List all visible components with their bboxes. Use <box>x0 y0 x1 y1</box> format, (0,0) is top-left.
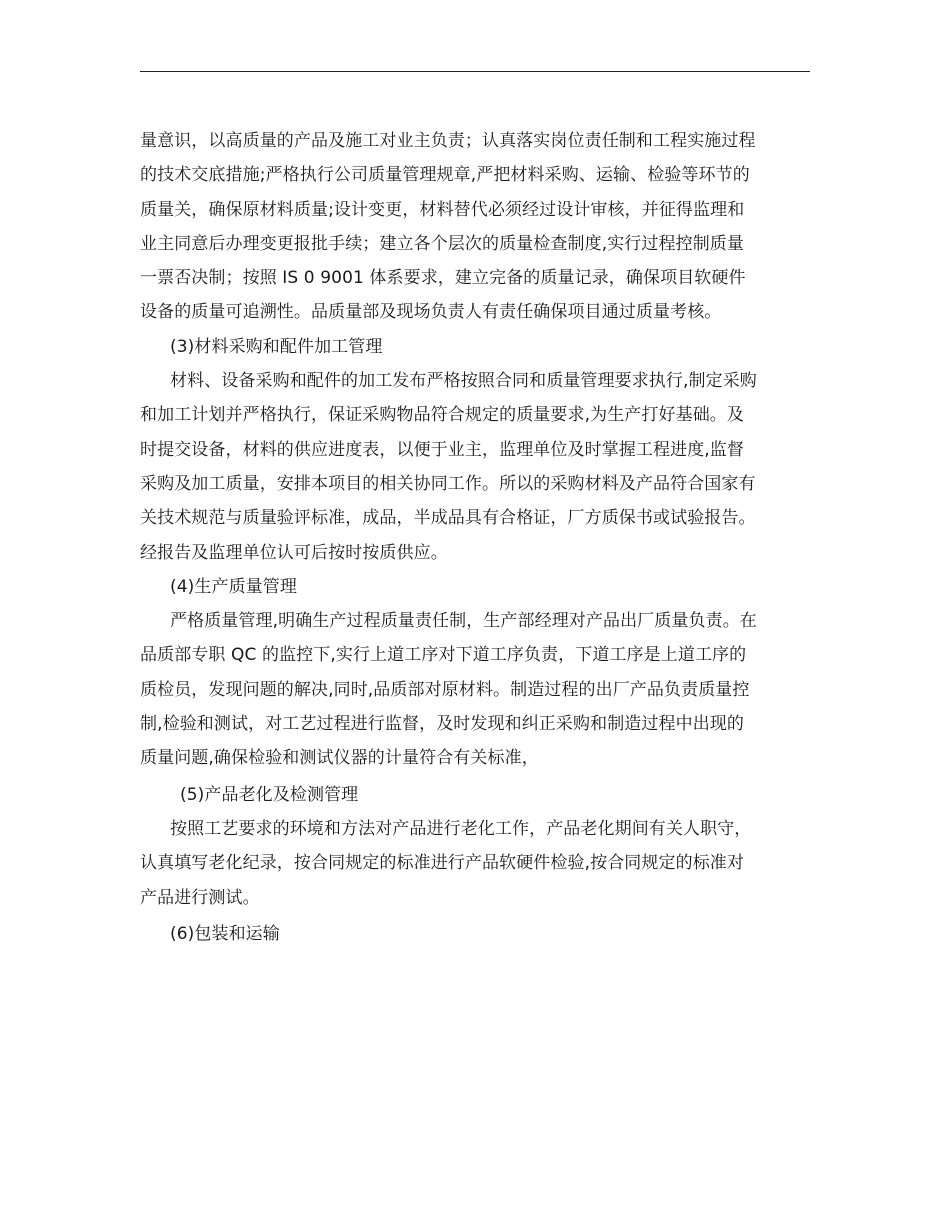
paragraph-line: 质量关，确保原材料质量;设计变更，材料替代必须经过设计审核，并征得监理和 <box>140 199 745 220</box>
paragraph-line: 一票否决制；按照 IS 0 9001 体系要求，建立完备的质量记录，确保项目软硬件 <box>140 268 746 289</box>
paragraph-line: 采购及加工质量，安排本项目的相关协同工作。所以的采购材料及产品符合国家有 <box>140 473 756 494</box>
paragraph-line: 品质部专职 QC 的监控下,实行上道工序对下道工序负责，下道工序是上道工序的 <box>140 645 747 666</box>
paragraph-line: 认真填写老化纪录，按合同规定的标准进行产品软硬件检验,按合同规定的标准对 <box>140 853 745 874</box>
section-heading: (5)产品老化及检测管理 <box>180 784 359 805</box>
paragraph-line: 按照工艺要求的环境和方法对产品进行老化工作，产品老化期间有关人职守， <box>170 818 752 839</box>
section-heading: (4)生产质量管理 <box>170 576 297 597</box>
paragraph-line: 时提交设备，材料的供应进度表，以便于业主，监理单位及时掌握工程进度,监督 <box>140 439 745 460</box>
paragraph-line: 严格质量管理,明确生产过程质量责任制，生产部经理对产品出厂质量负责。在 <box>170 611 757 632</box>
paragraph-line: 业主同意后办理变更报批手续；建立各个层次的质量检查制度,实行过程控制质量 <box>140 233 745 254</box>
paragraph-line: 的技术交底措施;严格执行公司质量管理规章,严把材料采购、运输、检验等环节的 <box>140 165 750 186</box>
paragraph-line: 产品进行测试。 <box>140 887 260 908</box>
paragraph-line: 量意识，以高质量的产品及施工对业主负责；认真落实岗位责任制和工程实施过程 <box>140 131 756 151</box>
paragraph-line: 制,检验和测试，对工艺过程进行监督，及时发现和纠正采购和制造过程中出现的 <box>140 714 745 735</box>
paragraph-line: 关技术规范与质量验评标准，成品，半成品具有合格证，厂方质保书或试验报告。 <box>140 508 756 529</box>
paragraph-line: 质量问题,确保检验和测试仪器的计量符合有关标准， <box>140 748 539 769</box>
paragraph-line: 设备的质量可追溯性。品质量部及现场负责人有责任确保项目通过质量考核。 <box>140 302 722 323</box>
header-rule <box>140 71 810 72</box>
paragraph-line: 经报告及监理单位认可后按时按质供应。 <box>140 542 448 563</box>
document-body <box>140 124 812 951</box>
section-heading: (6)包装和运输 <box>170 923 280 944</box>
paragraph-line: 材料、设备采购和配件的加工发布严格按照合同和质量管理要求执行,制定采购 <box>170 371 757 392</box>
section-heading: (3)材料采购和配件加工管理 <box>170 336 383 357</box>
paragraph-line: 和加工计划并严格执行，保证采购物品符合规定的质量要求,为生产打好基础。及 <box>140 405 745 426</box>
paragraph-line: 质检员，发现问题的解决,同时,品质部对原材料。制造过程的出厂产品负责质量控 <box>140 679 750 700</box>
